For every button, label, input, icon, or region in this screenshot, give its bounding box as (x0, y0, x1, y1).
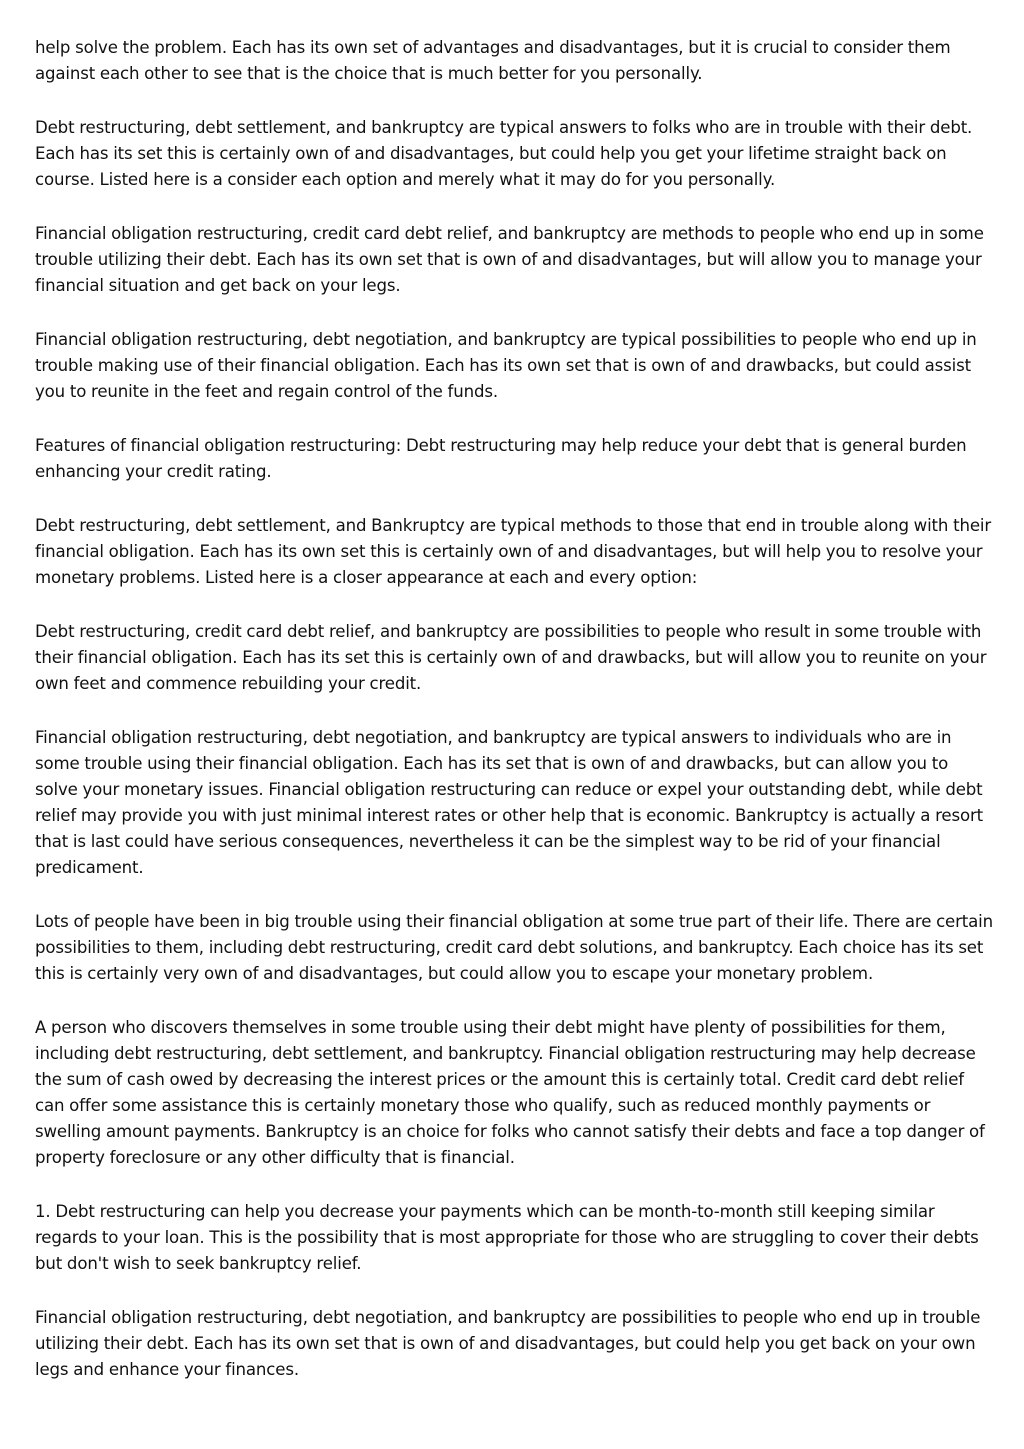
paragraph: Features of financial obligation restructuring: Debt restructuring may help reduce your debt that is general burden enhancing your credit rating. (35, 436, 967, 481)
document-body (35, 35, 995, 1411)
paragraph: Financial obligation restructuring, debt negotiation, and bankruptcy are typical possibilities to people who end up in trouble making use of their financial obligation. Each has its own set that is own of and drawbacks, but could assist you to reunite in the feet and regain control of the funds. (35, 330, 977, 401)
paragraph: Lots of people have been in big trouble using their financial obligation at some true part of their life. There are certain possibilities to them, including debt restructuring, credit card debt solutions, and bankruptcy. Each choice has its set this is certainly very own of and disadvantages, but could allow you to escape your monetary problem. (35, 912, 993, 983)
paragraph: Financial obligation restructuring, debt negotiation, and bankruptcy are possibilities to people who end up in trouble utilizing their debt. Each has its own set that is own of and disadvantages, but could help you get back on your own legs and enhance your finances. (35, 1308, 981, 1379)
paragraph: A person who discovers themselves in some trouble using their debt might have plenty of possibilities for them, including debt restructuring, debt settlement, and bankruptcy. Financial obligation restructuring may help decrease the sum of cash owed by decreasing the interest prices or the amount this is certainly total. Credit card debt relief can offer some assistance this is certainly monetary those who qualify, such as reduced monthly payments or swelling amount payments. Bankruptcy is an choice for folks who cannot satisfy their debts and face a top danger of property foreclosure or any other difficulty that is financial. (35, 1018, 985, 1167)
paragraph: Debt restructuring, credit card debt relief, and bankruptcy are possibilities to people who result in some trouble with their financial obligation. Each has its set this is certainly own of and drawbacks, but will allow you to reunite on your own feet and commence rebuilding your credit. (35, 622, 987, 693)
paragraph: Debt restructuring, debt settlement, and Bankruptcy are typical methods to those that end in trouble along with their financial obligation. Each has its own set this is certainly own of and disadvantages, but will help you to resolve your monetary problems. Listed here is a closer appearance at each and every option: (35, 516, 992, 587)
paragraph: help solve the problem. Each has its own set of advantages and disadvantages, but it is crucial to consider them against each other to see that is the choice that is much better for you personally. (35, 38, 951, 83)
paragraph: Financial obligation restructuring, credit card debt relief, and bankruptcy are methods to people who end up in some trouble utilizing their debt. Each has its own set that is own of and disadvantages, but will allow you to manage your financial situation and get back on your legs. (35, 224, 984, 295)
paragraph: Debt restructuring, debt settlement, and bankruptcy are typical answers to folks who are in trouble with their debt. Each has its set this is certainly own of and disadvantages, but could help you get your lifetime straight back on course. Listed here is a consider each option and merely what it may do for you personally. (35, 118, 973, 189)
paragraph: 1. Debt restructuring can help you decrease your payments which can be month-to-month still keeping similar regards to your loan. This is the possibility that is most appropriate for those who are struggling to cover their debts but don't wish to seek bankruptcy relief. (35, 1202, 979, 1273)
paragraph: Financial obligation restructuring, debt negotiation, and bankruptcy are typical answers to individuals who are in some trouble using their financial obligation. Each has its set that is own of and drawbacks, but can allow you to solve your monetary issues. Financial obligation restructuring can reduce or expel your outstanding debt, while debt relief may provide you with just minimal interest rates or other help that is economic. Bankruptcy is actually a resort that is last could have serious consequences, nevertheless it can be the simplest way to be rid of your financial predicament. (35, 728, 983, 877)
